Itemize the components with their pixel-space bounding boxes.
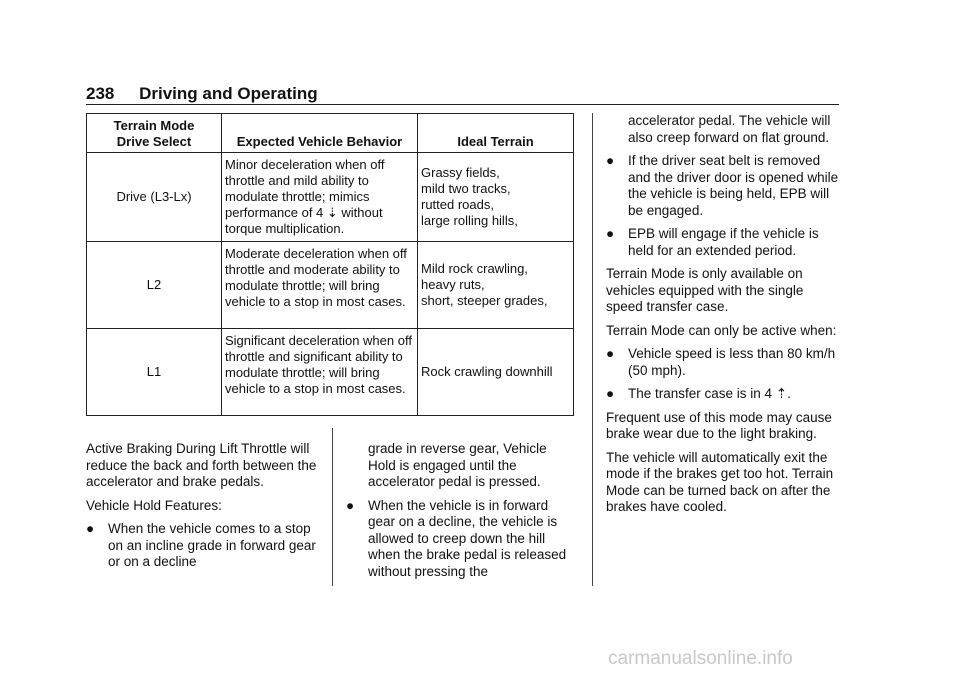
paragraph: Terrain Mode can only be active when: (606, 322, 837, 338)
text-column-1 (86, 441, 318, 578)
terrain-cell: Mild rock crawling, heavy ruts, short, steeper grades, (418, 242, 574, 329)
bullet-item (346, 498, 578, 581)
behavior-cell: Minor deceleration when off throttle and mild ability to modulate throttle; mimics performance of 4 ⇣ without torque multiplication. (222, 153, 418, 242)
bullet-text: EPB will engage if the vehicle is held for an extended period. (628, 226, 819, 258)
watermark: carmanualsonline.info (608, 648, 793, 669)
page-number: 238 (86, 84, 115, 103)
drive-select-cell: L1 (87, 329, 222, 416)
bullet-item (606, 153, 842, 219)
bullet-item (606, 226, 842, 259)
table-header-row (87, 114, 574, 153)
bullet-item (606, 386, 842, 403)
bullet-icon: ● (606, 386, 615, 401)
bullet-text: If the driver seat belt is removed and the driver door is opened while the vehicle is being held, EPB will be engaged. (628, 153, 839, 218)
header-expected-behavior: Expected Vehicle Behavior (222, 114, 418, 153)
terrain-cell: Rock crawling downhill (418, 329, 574, 416)
column-divider-right (592, 113, 593, 586)
bullet-item (606, 346, 842, 379)
drive-select-cell: Drive (L3-Lx) (87, 153, 222, 242)
continued-text: grade in reverse gear, Vehicle Hold is engaged until the accelerator pedal is pressed. (368, 441, 547, 489)
table-row (87, 242, 574, 329)
paragraph: The vehicle will automatically exit the mode if the brakes get too hot. Terrain Mode can be turned back on after the brakes have cooled. (606, 449, 834, 514)
header-ideal-terrain: Ideal Terrain (418, 114, 574, 153)
behavior-cell: Moderate deceleration when off throttle and moderate ability to modulate throttle; will bring vehicle to a stop in most cases. (222, 242, 418, 329)
bullet-text: The transfer case is in 4 ⇡. (628, 386, 791, 401)
paragraph: Frequent use of this mode may cause brake wear due to the light braking. (606, 409, 832, 441)
bullet-text: When the vehicle comes to a stop on an incline grade in forward gear or on a decline (108, 521, 316, 569)
bullet-text: When the vehicle is in forward gear on a decline, the vehicle is allowed to creep down the hill when the brake pedal is released without pressing the (368, 497, 567, 579)
bullet-icon: ● (346, 497, 355, 513)
bullet-text: Vehicle speed is less than 80 km/h (50 mph). (628, 346, 836, 378)
page-header (86, 84, 318, 104)
bullet-item (86, 521, 318, 571)
drive-select-cell: L2 (87, 242, 222, 329)
terrain-mode-table (86, 113, 574, 416)
behavior-cell: Significant deceleration when off throttle and significant ability to modulate throttle; will bring vehicle to a stop in most cases. (222, 329, 418, 416)
bullet-icon: ● (606, 153, 615, 168)
bullet-icon: ● (86, 521, 95, 536)
header-rule (86, 104, 839, 105)
continued-text: accelerator pedal. The vehicle will also creep forward on flat ground. (628, 113, 831, 145)
bullet-icon: ● (606, 226, 615, 241)
paragraph: Vehicle Hold Features: (86, 497, 222, 513)
section-title: Driving and Operating (139, 84, 318, 103)
column-divider-left (332, 428, 333, 586)
header-drive-select: Terrain Mode Drive Select (87, 114, 222, 153)
table-row (87, 153, 574, 242)
paragraph: Terrain Mode is only available on vehicles equipped with the single speed transfer case. (606, 266, 804, 314)
text-column-2 (346, 441, 578, 587)
text-column-3 (606, 113, 842, 523)
paragraph: Active Braking During Lift Throttle will reduce the back and forth between the accelerator and brake pedals. (86, 441, 317, 489)
table-row (87, 329, 574, 416)
terrain-cell: Grassy fields, mild two tracks, rutted roads, large rolling hills, (418, 153, 574, 242)
bullet-icon: ● (606, 346, 615, 361)
